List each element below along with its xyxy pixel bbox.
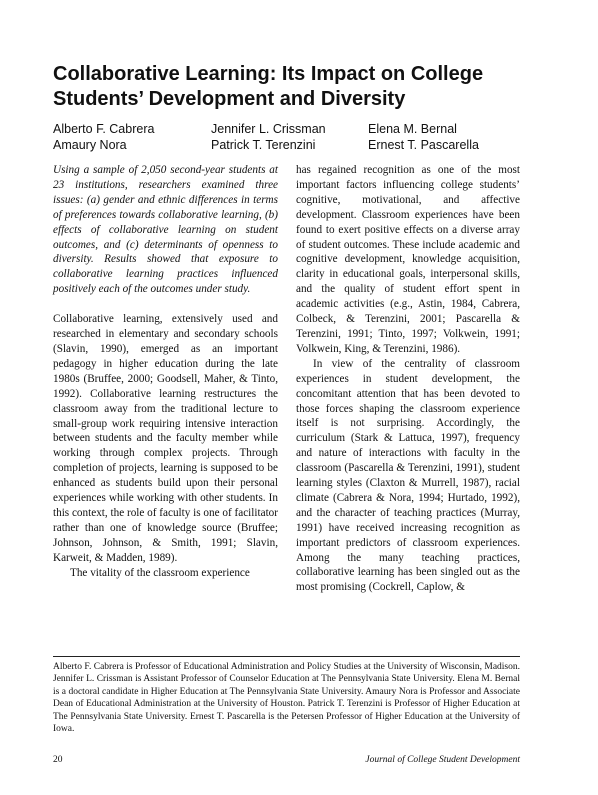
left-column — [53, 163, 278, 580]
author-name: Ernest T. Pascarella — [368, 138, 479, 152]
abstract: Using a sample of 2,050 second-year students at 23 institutions, researchers examined three issues: (a) gender and ethnic differences in terms of preferences towards collaborative learning, (b) effects of collaborative learning on student outcomes, and (c) determinants of openness to diversity. Results showed that exposure to collaborative learning practices influenced positively each of the outcomes under study. — [53, 164, 278, 296]
body-paragraph: has regained recognition as one of the most important factors influencing college students’ cognitive, motivational, and affective development. Classroom experiences have been found to exert positive effects on a diverse array of student outcomes. These include academic and cognitive development, knowledge acquisition, clarity in educational goals, interpersonal skills, and the quality of student effort spent in academic activities (e.g., Astin, 1984, Cabrera, Colbeck, & Terenzini, 2001; Pascarella & Terenzini, 1991; Tinto, 1997; Volkwein, 1991; Volkwein, King, & Terenzini, 1986). — [296, 164, 520, 355]
body-paragraph: The vitality of the classroom experience — [70, 566, 250, 579]
author-name: Amaury Nora — [53, 138, 127, 152]
author-name: Patrick T. Terenzini — [211, 138, 316, 152]
page-number: 20 — [53, 755, 63, 765]
footnote-divider — [53, 656, 520, 657]
author-affiliations-footnote: Alberto F. Cabrera is Professor of Educational Administration and Policy Studies at the University of Wisconsin, Madison. Jennifer L. Crissman is Assistant Professor of Counselor Education at The Pennsylvania State University. Elena M. Bernal is a doctoral candidate in Higher Education at The Pennsylvania State University. Amaury Nora is Professor and Associate Dean of Educational Administration at the University of Houston. Patrick T. Terenzini is Professor of Higher Education at The Pennsylvania State University. Ernest T. Pascarella is the Petersen Professor of Higher Education at the University of Iowa. — [53, 662, 520, 735]
body-paragraph: Collaborative learning, extensively used and researched in elementary and secondary schools (Slavin, 1990), emerged as an important pedagogy in higher education during the late 1980s (Bruffee, 2000; Goodsell, Maher, & Tinto, 1992). Collaborative learning restructures the classroom away from the traditional lecture to small-group work requiring intensive interaction between students and the faculty member while working through complex projects. Through completion of projects, learning is supposed to be enhanced as students build upon their personal experiences while working with other students. In this context, the role of faculty is one of facilitator rather than one of knowledge source (Bruffee; Johnson, Johnson, & Smith, 1991; Slavin, Karweit, & Madden, 1989). — [53, 313, 278, 564]
author-name: Jennifer L. Crissman — [211, 122, 326, 136]
body-paragraph: In view of the centrality of classroom experiences in student development, the concomitant attention that has been devoted to those forces shaping the classroom experience itself is not surprising. Accordingly, the curriculum (Stark & Lattuca, 1997), frequency and nature of interactions with faculty in the classroom (Pascarella & Terenzini, 1991), student learning styles (Claxton & Murrell, 1987), racial climate (Cabrera & Nora, 1994; Hurtado, 1992), and the character of teaching practices (Murray, 1991) have received increasing recognition as important predictors of classroom experiences. Among the many teaching practices, collaborative learning has been singled out as the most promising (Cockrell, Caplow, & — [296, 357, 520, 594]
article-title: Collaborative Learning: Its Impact on College Students’ Development and Diversity — [53, 63, 484, 110]
journal-name: Journal of College Student Development — [365, 755, 520, 765]
right-column — [296, 163, 520, 595]
author-name: Elena M. Bernal — [368, 122, 457, 136]
author-name: Alberto F. Cabrera — [53, 122, 155, 136]
